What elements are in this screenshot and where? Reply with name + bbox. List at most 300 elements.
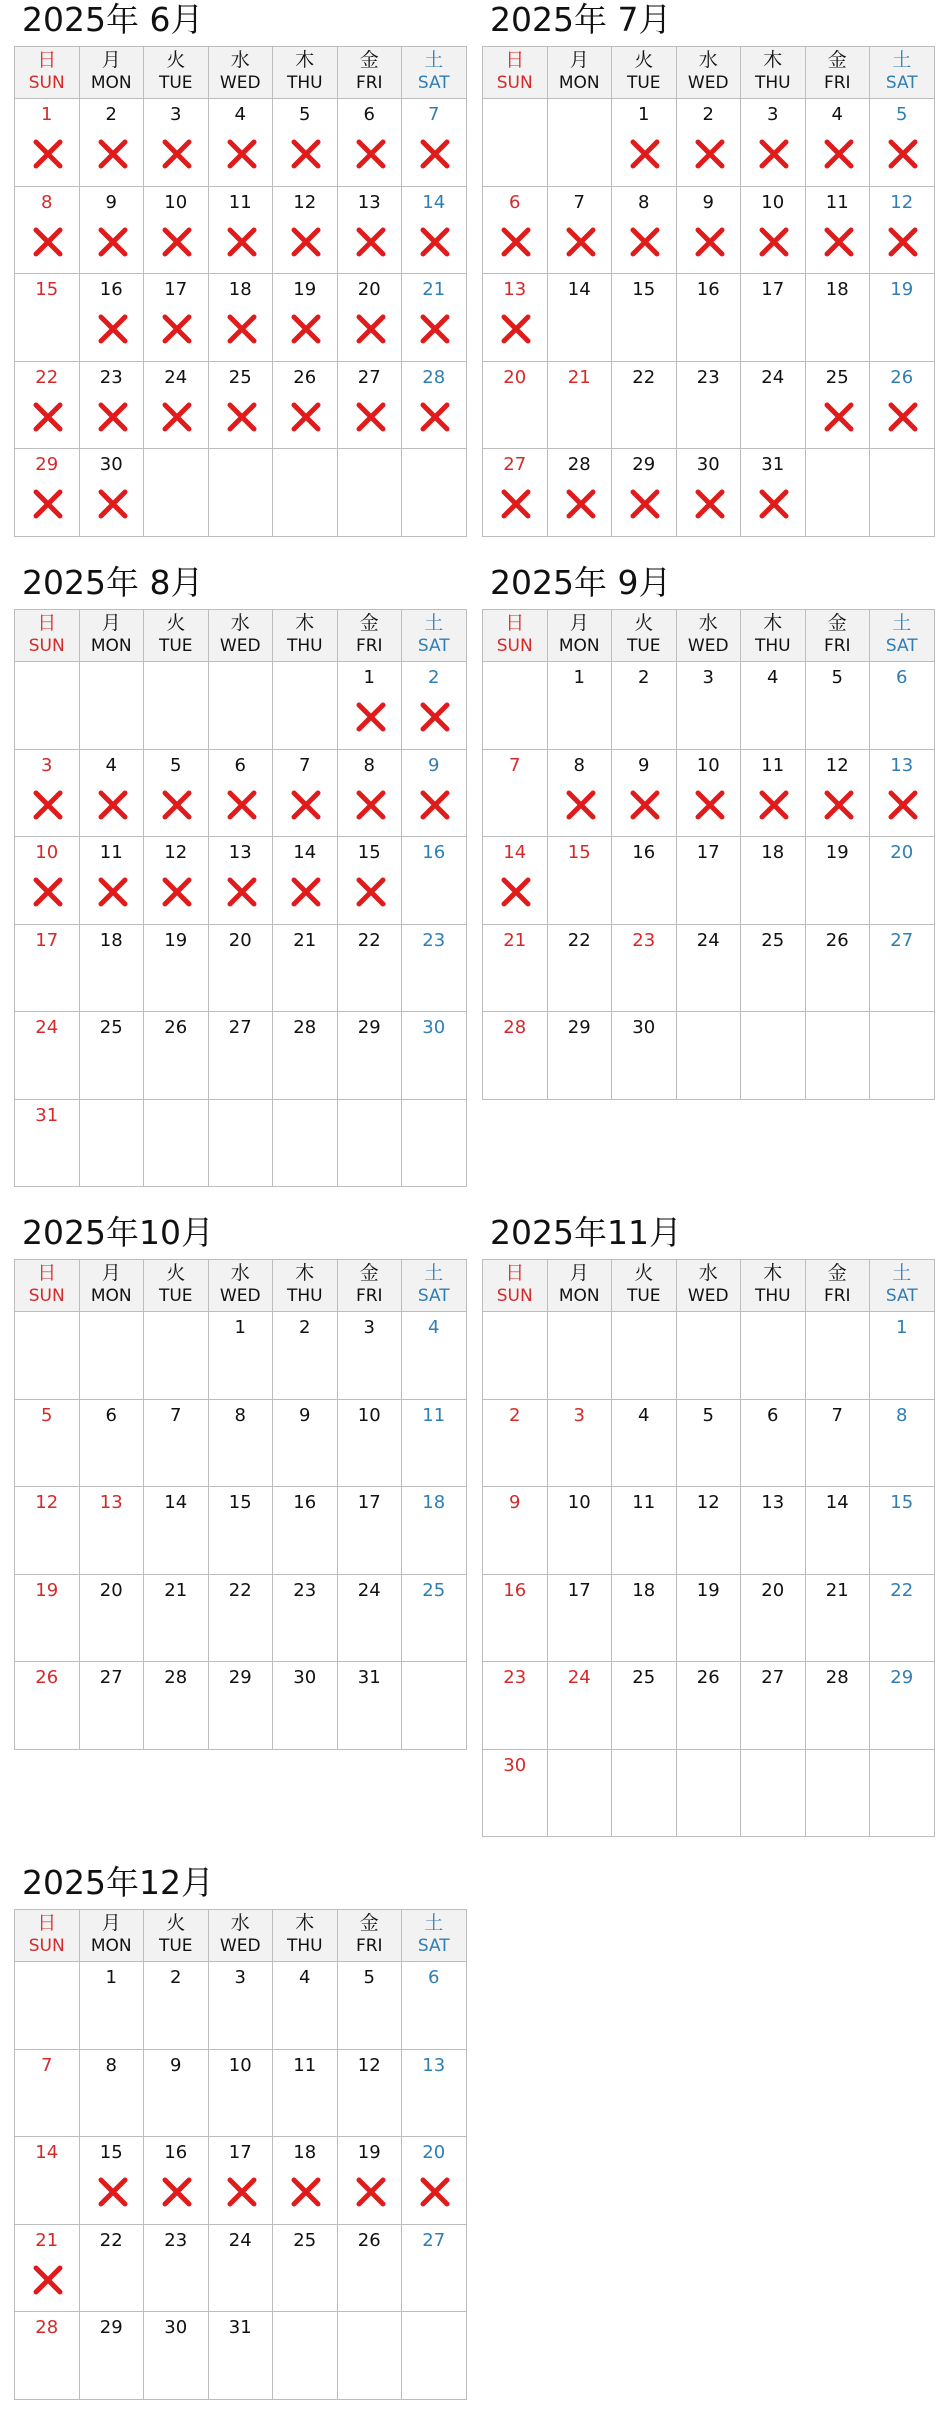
day-cell[interactable] <box>548 1662 613 1750</box>
day-cell[interactable] <box>80 362 145 450</box>
weekday-header <box>15 47 80 99</box>
day-cell[interactable] <box>338 925 403 1013</box>
day-cell[interactable] <box>338 99 403 187</box>
empty-day-cell <box>612 1750 677 1838</box>
day-number: 15 <box>357 842 381 863</box>
day-cell[interactable] <box>741 925 806 1013</box>
day-number: 3 <box>170 104 182 125</box>
day-number: 15 <box>632 279 656 300</box>
day-cell[interactable] <box>273 750 338 838</box>
day-cell[interactable] <box>612 187 677 275</box>
day-cell[interactable] <box>209 2137 274 2225</box>
day-number: 12 <box>357 2054 381 2076</box>
day-cell[interactable] <box>677 925 742 1013</box>
day-cell[interactable] <box>612 1487 677 1575</box>
day-cell[interactable] <box>741 837 806 925</box>
day-cell[interactable] <box>402 99 467 187</box>
week-row <box>15 1012 467 1100</box>
day-cell[interactable] <box>338 662 403 750</box>
day-cell[interactable] <box>806 1487 871 1575</box>
day-cell[interactable] <box>80 449 145 537</box>
day-cell[interactable] <box>483 1662 548 1750</box>
day-cell[interactable] <box>338 1487 403 1575</box>
week-row <box>15 1100 467 1188</box>
day-cell[interactable] <box>870 750 935 838</box>
day-cell[interactable] <box>741 99 806 187</box>
empty-day-cell <box>483 99 548 187</box>
day-cell[interactable] <box>273 187 338 275</box>
weekday-header <box>806 610 871 662</box>
day-cell[interactable] <box>741 449 806 537</box>
day-cell[interactable] <box>806 274 871 362</box>
day-cell[interactable] <box>209 1312 274 1400</box>
weekday-en-label: THU <box>286 1936 323 1956</box>
day-cell[interactable] <box>273 925 338 1013</box>
day-cell[interactable] <box>144 1662 209 1750</box>
red-x-icon <box>419 2176 451 2208</box>
day-cell[interactable] <box>677 1400 742 1488</box>
day-number: 23 <box>293 1579 317 1601</box>
day-cell[interactable] <box>80 837 145 925</box>
weekday-header <box>402 1260 467 1312</box>
day-number: 5 <box>831 667 843 688</box>
day-cell[interactable] <box>15 187 80 275</box>
day-cell[interactable] <box>144 2225 209 2313</box>
day-cell[interactable] <box>677 837 742 925</box>
day-cell[interactable] <box>80 2312 145 2400</box>
red-x-icon <box>226 226 258 258</box>
day-cell[interactable] <box>677 1487 742 1575</box>
day-cell[interactable] <box>209 274 274 362</box>
day-cell[interactable] <box>548 362 613 450</box>
weekday-header <box>144 610 209 662</box>
day-number: 3 <box>702 667 714 688</box>
day-cell[interactable] <box>209 925 274 1013</box>
weekday-en-label: SAT <box>885 1286 918 1306</box>
day-cell[interactable] <box>144 1012 209 1100</box>
day-cell[interactable] <box>144 99 209 187</box>
weekday-en-label: TUE <box>158 73 193 93</box>
red-x-icon <box>823 401 855 433</box>
day-cell[interactable] <box>15 2050 80 2138</box>
day-cell[interactable] <box>209 99 274 187</box>
day-cell[interactable] <box>80 1012 145 1100</box>
day-cell[interactable] <box>80 1575 145 1663</box>
day-cell[interactable] <box>806 925 871 1013</box>
day-cell[interactable] <box>209 1962 274 2050</box>
day-cell[interactable] <box>612 662 677 750</box>
day-cell[interactable] <box>80 1487 145 1575</box>
day-cell[interactable] <box>15 1012 80 1100</box>
day-cell[interactable] <box>144 187 209 275</box>
day-cell[interactable] <box>15 1575 80 1663</box>
week-row <box>15 362 467 450</box>
weekday-header <box>144 1260 209 1312</box>
day-cell[interactable] <box>338 274 403 362</box>
day-cell[interactable] <box>870 1312 935 1400</box>
day-cell[interactable] <box>741 1575 806 1663</box>
calendar-grid <box>14 1909 467 2400</box>
day-cell[interactable] <box>402 837 467 925</box>
calendar-grid <box>482 609 935 1100</box>
week-row <box>15 1312 467 1400</box>
day-cell[interactable] <box>15 837 80 925</box>
day-cell[interactable] <box>548 1400 613 1488</box>
day-number: 17 <box>761 279 785 300</box>
day-cell[interactable] <box>612 1012 677 1100</box>
day-cell[interactable] <box>144 837 209 925</box>
weekday-jp-label: 火 <box>634 1262 654 1284</box>
day-cell[interactable] <box>209 1662 274 1750</box>
weekday-en-label: MON <box>90 73 132 93</box>
day-cell[interactable] <box>677 99 742 187</box>
day-cell[interactable] <box>483 1487 548 1575</box>
day-number: 19 <box>696 1579 720 1601</box>
day-cell[interactable] <box>209 750 274 838</box>
day-cell[interactable] <box>870 1662 935 1750</box>
empty-day-cell <box>144 1312 209 1400</box>
day-cell[interactable] <box>548 1487 613 1575</box>
day-cell[interactable] <box>870 925 935 1013</box>
red-x-icon <box>694 138 726 170</box>
day-cell[interactable] <box>870 362 935 450</box>
day-cell[interactable] <box>80 925 145 1013</box>
day-cell[interactable] <box>144 1962 209 2050</box>
red-x-icon <box>887 401 919 433</box>
day-cell[interactable] <box>677 1662 742 1750</box>
day-cell[interactable] <box>483 1400 548 1488</box>
day-cell[interactable] <box>612 837 677 925</box>
day-number: 19 <box>293 279 317 300</box>
day-cell[interactable] <box>209 1012 274 1100</box>
day-cell[interactable] <box>338 2050 403 2138</box>
day-cell[interactable] <box>273 2050 338 2138</box>
day-cell[interactable] <box>402 1400 467 1488</box>
day-cell[interactable] <box>144 2312 209 2400</box>
day-cell[interactable] <box>338 2225 403 2313</box>
weekday-jp-label: 土 <box>424 1262 444 1284</box>
day-cell[interactable] <box>15 1487 80 1575</box>
day-cell[interactable] <box>402 187 467 275</box>
red-x-icon <box>355 701 387 733</box>
day-cell[interactable] <box>483 187 548 275</box>
day-number: 18 <box>99 929 123 951</box>
day-cell[interactable] <box>15 1400 80 1488</box>
weekday-jp-label: 金 <box>827 49 847 71</box>
day-cell[interactable] <box>209 1400 274 1488</box>
day-number: 14 <box>293 842 317 863</box>
day-number: 22 <box>632 366 656 388</box>
day-cell[interactable] <box>402 925 467 1013</box>
red-x-icon <box>32 789 64 821</box>
day-cell[interactable] <box>144 274 209 362</box>
day-cell[interactable] <box>273 1575 338 1663</box>
day-cell[interactable] <box>338 362 403 450</box>
day-cell[interactable] <box>548 925 613 1013</box>
day-cell[interactable] <box>273 274 338 362</box>
day-cell[interactable] <box>80 187 145 275</box>
weekday-header-row <box>483 610 935 662</box>
day-cell[interactable] <box>273 362 338 450</box>
day-cell[interactable] <box>806 750 871 838</box>
day-cell[interactable] <box>338 1575 403 1663</box>
week-row <box>483 1312 935 1400</box>
day-cell[interactable] <box>273 1012 338 1100</box>
day-cell[interactable] <box>80 1662 145 1750</box>
day-cell[interactable] <box>338 750 403 838</box>
day-cell[interactable] <box>273 1400 338 1488</box>
day-cell[interactable] <box>483 925 548 1013</box>
weekday-en-label: SAT <box>885 636 918 656</box>
day-cell[interactable] <box>677 662 742 750</box>
day-cell[interactable] <box>483 1012 548 1100</box>
week-row <box>15 1662 467 1750</box>
day-cell[interactable] <box>612 449 677 537</box>
day-cell[interactable] <box>741 750 806 838</box>
day-cell[interactable] <box>15 2312 80 2400</box>
day-cell[interactable] <box>338 2137 403 2225</box>
month-title: 2025年10月 <box>22 1213 214 1252</box>
day-cell[interactable] <box>402 1312 467 1400</box>
day-cell[interactable] <box>483 1575 548 1663</box>
day-number: 21 <box>567 366 591 388</box>
day-number: 22 <box>228 1579 252 1601</box>
day-cell[interactable] <box>806 662 871 750</box>
day-cell[interactable] <box>144 1487 209 1575</box>
day-number: 8 <box>573 754 585 776</box>
day-cell[interactable] <box>806 187 871 275</box>
day-cell[interactable] <box>741 662 806 750</box>
weekday-en-label: MON <box>90 1936 132 1956</box>
red-x-icon <box>97 876 129 908</box>
day-cell[interactable] <box>402 1012 467 1100</box>
day-number: 2 <box>509 1404 521 1426</box>
red-x-icon <box>355 313 387 345</box>
weekday-en-label: SAT <box>885 73 918 93</box>
day-cell[interactable] <box>402 2137 467 2225</box>
day-cell[interactable] <box>338 837 403 925</box>
weekday-header <box>677 1260 742 1312</box>
day-cell[interactable] <box>273 837 338 925</box>
red-x-icon <box>226 138 258 170</box>
day-cell[interactable] <box>741 274 806 362</box>
day-cell[interactable] <box>273 1962 338 2050</box>
day-cell[interactable] <box>144 2050 209 2138</box>
day-cell[interactable] <box>483 449 548 537</box>
day-cell[interactable] <box>870 1400 935 1488</box>
empty-day-cell <box>677 1312 742 1400</box>
day-cell[interactable] <box>548 837 613 925</box>
empty-day-cell <box>15 1312 80 1400</box>
day-cell[interactable] <box>741 1487 806 1575</box>
day-cell[interactable] <box>209 2312 274 2400</box>
day-cell[interactable] <box>338 1012 403 1100</box>
weekday-jp-label: 月 <box>101 1912 121 1934</box>
day-cell[interactable] <box>741 362 806 450</box>
day-cell[interactable] <box>15 2137 80 2225</box>
red-x-icon <box>226 789 258 821</box>
day-cell[interactable] <box>338 1662 403 1750</box>
day-cell[interactable] <box>15 1100 80 1188</box>
day-cell[interactable] <box>15 1662 80 1750</box>
day-number: 10 <box>164 191 188 213</box>
day-cell[interactable] <box>483 274 548 362</box>
day-cell[interactable] <box>677 1575 742 1663</box>
day-cell[interactable] <box>209 837 274 925</box>
day-cell[interactable] <box>15 99 80 187</box>
weekday-jp-label: 土 <box>424 1912 444 1934</box>
red-x-icon <box>419 701 451 733</box>
day-cell[interactable] <box>144 2137 209 2225</box>
day-cell[interactable] <box>15 2225 80 2313</box>
day-cell[interactable] <box>806 1400 871 1488</box>
day-cell[interactable] <box>548 449 613 537</box>
day-number: 12 <box>825 754 849 776</box>
day-cell[interactable] <box>677 274 742 362</box>
day-cell[interactable] <box>209 187 274 275</box>
weekday-jp-label: 水 <box>230 1912 250 1934</box>
day-cell[interactable] <box>677 449 742 537</box>
day-cell[interactable] <box>870 187 935 275</box>
day-cell[interactable] <box>806 1575 871 1663</box>
day-cell[interactable] <box>273 1662 338 1750</box>
day-cell[interactable] <box>806 1662 871 1750</box>
day-cell[interactable] <box>80 274 145 362</box>
day-cell[interactable] <box>15 449 80 537</box>
day-cell[interactable] <box>483 1750 548 1838</box>
day-cell[interactable] <box>15 274 80 362</box>
day-number: 8 <box>363 754 375 776</box>
day-cell[interactable] <box>402 2050 467 2138</box>
day-cell[interactable] <box>870 274 935 362</box>
day-cell[interactable] <box>80 99 145 187</box>
day-cell[interactable] <box>402 2225 467 2313</box>
day-cell[interactable] <box>80 1400 145 1488</box>
day-number: 19 <box>164 929 188 951</box>
day-cell[interactable] <box>741 187 806 275</box>
day-cell[interactable] <box>80 2225 145 2313</box>
day-cell[interactable] <box>80 750 145 838</box>
day-cell[interactable] <box>741 1662 806 1750</box>
day-cell[interactable] <box>612 1575 677 1663</box>
day-cell[interactable] <box>273 1312 338 1400</box>
day-cell[interactable] <box>870 1575 935 1663</box>
weekday-header <box>402 47 467 99</box>
day-cell[interactable] <box>612 362 677 450</box>
day-number: 1 <box>234 1317 246 1338</box>
day-cell[interactable] <box>80 1962 145 2050</box>
day-cell[interactable] <box>338 1312 403 1400</box>
day-cell[interactable] <box>338 187 403 275</box>
day-cell[interactable] <box>870 662 935 750</box>
day-cell[interactable] <box>612 750 677 838</box>
day-number: 31 <box>35 1104 59 1126</box>
day-cell[interactable] <box>402 274 467 362</box>
day-cell[interactable] <box>209 1575 274 1663</box>
day-cell[interactable] <box>870 837 935 925</box>
day-cell[interactable] <box>870 99 935 187</box>
red-x-icon <box>419 401 451 433</box>
day-cell[interactable] <box>15 362 80 450</box>
day-cell[interactable] <box>548 274 613 362</box>
red-x-icon <box>694 226 726 258</box>
day-cell[interactable] <box>741 1400 806 1488</box>
calendar-grid <box>482 46 935 537</box>
day-cell[interactable] <box>612 274 677 362</box>
day-cell[interactable] <box>338 1400 403 1488</box>
day-cell[interactable] <box>677 750 742 838</box>
day-cell[interactable] <box>144 1575 209 1663</box>
day-cell[interactable] <box>144 1400 209 1488</box>
day-cell[interactable] <box>612 1662 677 1750</box>
day-cell[interactable] <box>402 362 467 450</box>
day-cell[interactable] <box>612 99 677 187</box>
weekday-jp-label: 月 <box>569 1262 589 1284</box>
day-cell[interactable] <box>612 1400 677 1488</box>
day-cell[interactable] <box>209 1487 274 1575</box>
day-cell[interactable] <box>144 925 209 1013</box>
day-cell[interactable] <box>15 750 80 838</box>
day-cell[interactable] <box>209 2050 274 2138</box>
day-cell[interactable] <box>209 2225 274 2313</box>
day-cell[interactable] <box>209 362 274 450</box>
day-number: 4 <box>234 104 246 125</box>
day-cell[interactable] <box>338 1962 403 2050</box>
weekday-jp-label: 土 <box>892 1262 912 1284</box>
day-cell[interactable] <box>402 1575 467 1663</box>
red-x-icon <box>758 226 790 258</box>
weekday-en-label: MON <box>90 1286 132 1306</box>
day-cell[interactable] <box>144 362 209 450</box>
day-cell[interactable] <box>273 99 338 187</box>
day-cell[interactable] <box>677 362 742 450</box>
day-cell[interactable] <box>144 750 209 838</box>
weekday-en-label: SAT <box>417 1286 450 1306</box>
day-cell[interactable] <box>402 1487 467 1575</box>
day-cell[interactable] <box>402 1962 467 2050</box>
day-cell[interactable] <box>806 99 871 187</box>
day-cell[interactable] <box>273 1487 338 1575</box>
day-cell[interactable] <box>548 750 613 838</box>
day-cell[interactable] <box>548 1575 613 1663</box>
day-cell[interactable] <box>806 837 871 925</box>
day-cell[interactable] <box>483 362 548 450</box>
day-cell[interactable] <box>402 750 467 838</box>
day-cell[interactable] <box>548 1012 613 1100</box>
day-cell[interactable] <box>548 662 613 750</box>
day-cell[interactable] <box>548 187 613 275</box>
day-cell[interactable] <box>15 925 80 1013</box>
week-row <box>483 187 935 275</box>
day-cell[interactable] <box>80 2137 145 2225</box>
day-cell[interactable] <box>273 2137 338 2225</box>
day-cell[interactable] <box>273 2225 338 2313</box>
day-cell[interactable] <box>612 925 677 1013</box>
day-cell[interactable] <box>483 837 548 925</box>
day-cell[interactable] <box>483 750 548 838</box>
day-cell[interactable] <box>806 362 871 450</box>
weekday-header <box>209 1910 274 1962</box>
day-cell[interactable] <box>677 187 742 275</box>
empty-day-cell <box>402 2312 467 2400</box>
month-title: 2025年 9月 <box>490 563 672 602</box>
day-number: 16 <box>503 1579 527 1601</box>
month-title: 2025年11月 <box>490 1213 682 1252</box>
day-cell[interactable] <box>402 662 467 750</box>
weekday-header <box>870 610 935 662</box>
day-cell[interactable] <box>870 1487 935 1575</box>
day-cell[interactable] <box>80 2050 145 2138</box>
